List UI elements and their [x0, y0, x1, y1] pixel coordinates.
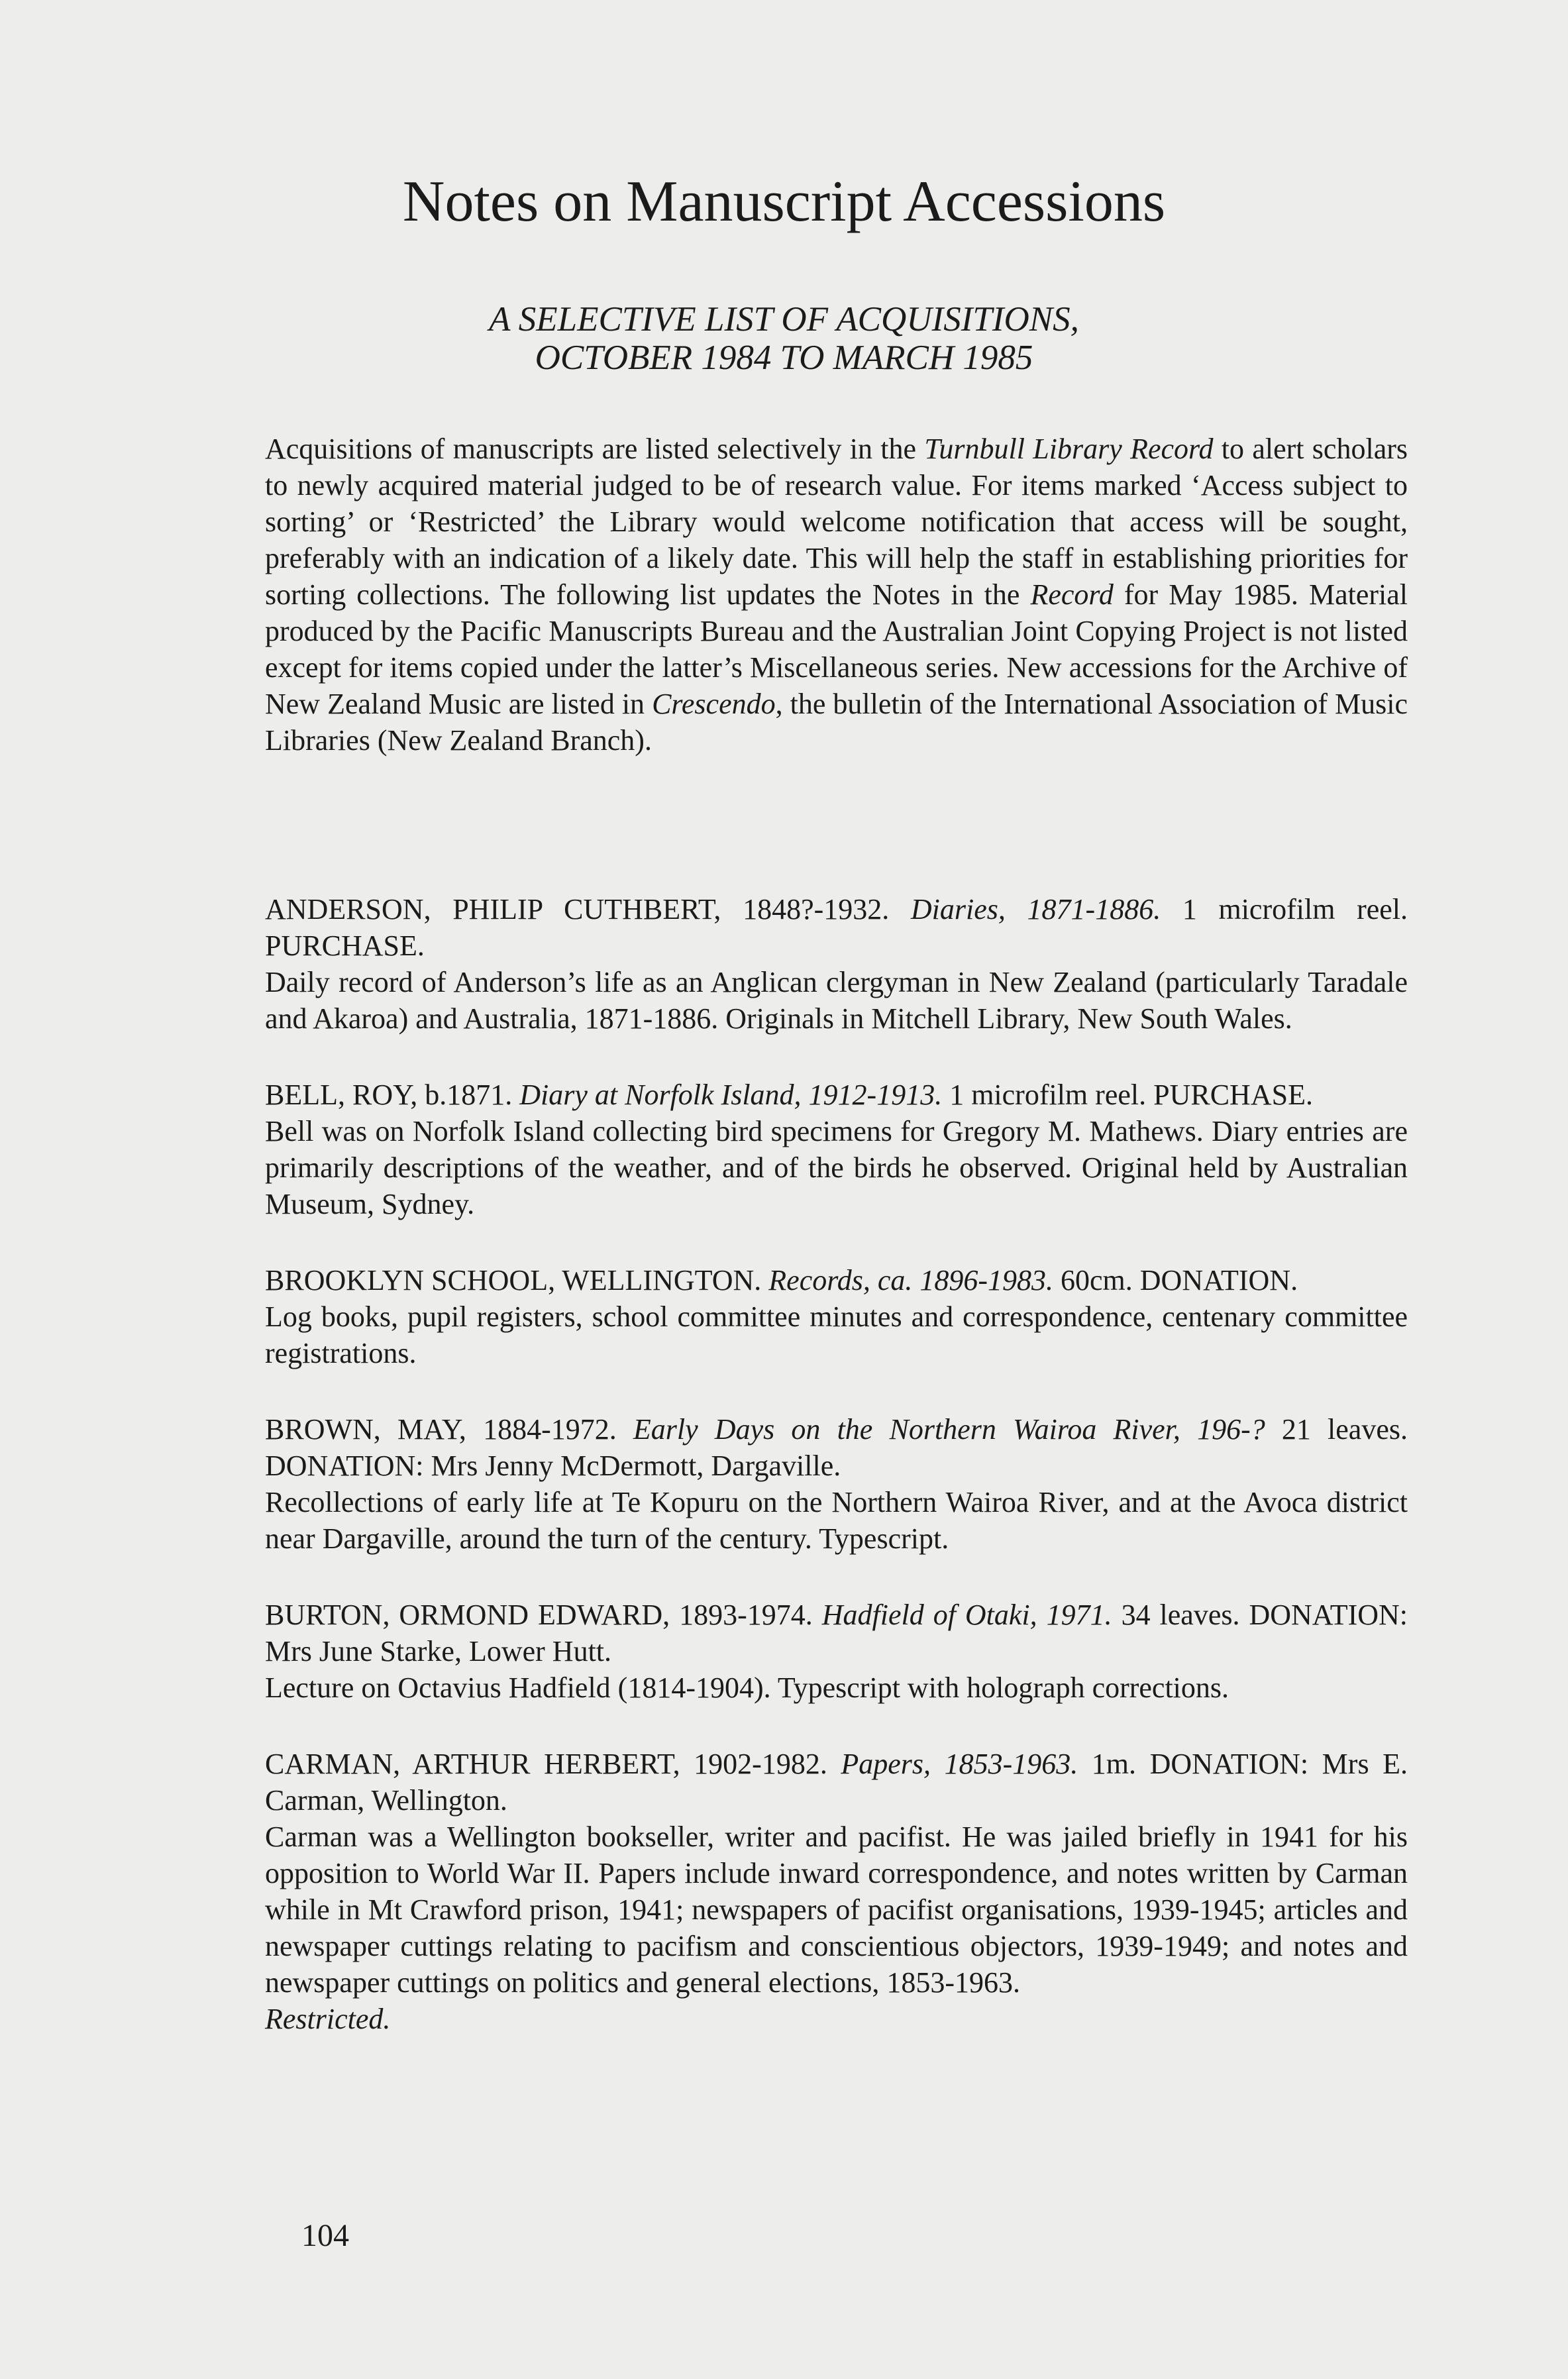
subtitle: [0, 300, 1568, 377]
entry-source: PURCHASE.: [265, 929, 425, 962]
entry-work: Hadfield of Otaki, 1971.: [821, 1599, 1112, 1631]
intro-text-4: , the bulletin of the International Association of Music Libraries (New Zealand Branch).: [265, 688, 1408, 757]
subtitle-line-2: OCTOBER 1984 TO MARCH 1985: [535, 339, 1033, 377]
entry-description: Daily record of Anderson’s life as an Anglican clergyman in New Zealand (particularly Taradale and Akaroa) and Australia, 1871-1886. Originals in Mitchell Library, New South Wales.: [265, 966, 1408, 1035]
intro-paragraph: [265, 431, 1408, 759]
entry-work: Early Days on the Northern Wairoa River, 196-?: [633, 1413, 1265, 1446]
entry-heading: [265, 1746, 1408, 1819]
accession-entry: [265, 1077, 1408, 1222]
entry-source: DONATION.: [1139, 1264, 1298, 1296]
entry-name: BROWN, MAY,: [265, 1413, 466, 1446]
entry-source: DONATION:: [1249, 1599, 1408, 1631]
entry-description: Lecture on Octavius Hadfield (1814-1904). Typescript with holograph corrections.: [265, 1671, 1229, 1704]
entry-description: Bell was on Norfolk Island collecting bird specimens for Gregory M. Mathews. Diary entries are primarily descriptions of the weather, and of the birds he observed. Original held by Australian Museum, Sydney.: [265, 1115, 1408, 1220]
intro-text-1: Acquisitions of manuscripts are listed selectively in the: [265, 433, 925, 465]
intro-text-3: for May 1985. Material produced by the Pacific Manuscripts Bureau and the Australian Joint Copying Project is not listed except for items copied under the latter’s Miscellaneous series. New accessions for the Archive of New Zealand Music are listed in: [265, 578, 1408, 720]
entry-heading: [265, 891, 1408, 964]
entry-dates: [761, 1264, 768, 1296]
entry-dates: 1848?-1932.: [721, 893, 911, 925]
entry-source-detail: Mrs Jenny McDermott, Dargaville.: [423, 1450, 841, 1482]
entry-extent: 21 leaves.: [1265, 1413, 1408, 1446]
intro-text-2: to alert scholars to newly acquired material judged to be of research value. For items marked ‘Access subject to sorting’ or ‘Restricted’ the Library would welcome notification that access will be sought, preferably with an indication of a likely date. This will help the staff in establishing priorities for sorting collections. The following list updates the Notes in the: [265, 433, 1408, 611]
entry-extent: 60cm.: [1053, 1264, 1140, 1296]
accession-entry: [265, 1411, 1408, 1557]
entry-work: Diary at Norfolk Island, 1912-1913.: [519, 1079, 943, 1111]
entry-name: BELL, ROY,: [265, 1079, 418, 1111]
entry-source-detail: Mrs E. Carman, Wellington.: [265, 1748, 1408, 1817]
subtitle-line-1: A SELECTIVE LIST OF ACQUISITIONS,: [489, 300, 1079, 339]
entry-source: PURCHASE.: [1153, 1079, 1313, 1111]
page-number: 104: [301, 2218, 349, 2253]
entry-description: Log books, pupil registers, school committee minutes and correspondence, centenary committee registrations.: [265, 1300, 1408, 1369]
entry-work: Papers, 1853-1963.: [841, 1748, 1078, 1780]
entry-name: BURTON, ORMOND EDWARD,: [265, 1599, 670, 1631]
entry-extent: 1 microfilm reel.: [942, 1079, 1154, 1111]
entry-extent: 1m.: [1078, 1748, 1150, 1780]
accession-entry: [265, 1746, 1408, 2037]
entry-extent: 1 microfilm reel.: [1161, 893, 1408, 925]
entry-work: Records, ca. 1896-1983.: [768, 1264, 1054, 1296]
entry-heading: [265, 1262, 1408, 1298]
entry-name: CARMAN, ARTHUR HERBERT,: [265, 1748, 680, 1780]
entry-source-detail: Mrs June Starke, Lower Hutt.: [265, 1635, 612, 1667]
accession-entry: [265, 1262, 1408, 1371]
entry-source: DONATION:: [1149, 1748, 1309, 1780]
entry-note: Restricted.: [265, 2003, 391, 2035]
entry-work: Diaries, 1871-1886.: [910, 893, 1161, 925]
page-title: Notes on Manuscript Accessions: [402, 170, 1166, 234]
intro-title-crescendo: Crescendo: [652, 688, 776, 720]
entry-source: DONATION:: [265, 1450, 424, 1482]
entry-heading: [265, 1411, 1408, 1484]
entry-dates: 1884-1972.: [466, 1413, 633, 1446]
entry-description: Carman was a Wellington bookseller, writer and pacifist. He was jailed briefly in 1941 for his opposition to World War II. Papers include inward correspondence, and notes written by Carman while in Mt Crawford prison, 1941; newspapers of pacifist organisations, 1939-1945; articles and newspaper cuttings relating to pacifism and conscientious objectors, 1939-1949; and notes and newspaper cuttings on politics and general elections, 1853-1963.: [265, 1821, 1408, 1999]
entry-extent: 34 leaves.: [1112, 1599, 1249, 1631]
entry-name: BROOKLYN SCHOOL, WELLINGTON.: [265, 1264, 762, 1296]
entry-dates: b.1871.: [417, 1079, 520, 1111]
entry-description: Recollections of early life at Te Kopuru on the Northern Wairoa River, and at the Avoca district near Dargaville, around the turn of the century. Typescript.: [265, 1486, 1408, 1555]
intro-title-turnbull-library-record: Turnbull Library Record: [924, 433, 1214, 465]
accession-list: [265, 891, 1408, 2077]
intro-title-record: Record: [1030, 578, 1114, 611]
entry-dates: 1893-1974.: [670, 1599, 822, 1631]
entry-heading: [265, 1077, 1408, 1113]
entry-heading: [265, 1597, 1408, 1669]
accession-entry: [265, 1597, 1408, 1706]
entry-name: ANDERSON, PHILIP CUTHBERT,: [265, 893, 721, 925]
entry-dates: 1902-1982.: [680, 1748, 841, 1780]
accession-entry: [265, 891, 1408, 1037]
entry-access-note: [265, 2001, 1408, 2037]
